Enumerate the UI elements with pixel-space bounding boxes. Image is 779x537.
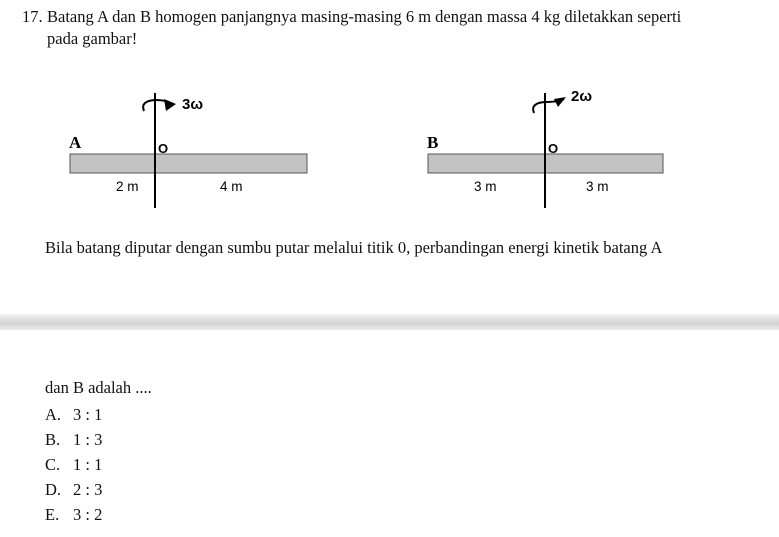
pivot-label-b: O — [548, 141, 559, 156]
page-divider — [0, 314, 779, 330]
length-right-b: 3 m — [586, 179, 609, 194]
question-text-line2: pada gambar! — [47, 29, 138, 48]
omega-label-a: 3ω — [182, 96, 204, 113]
option-text: 2 : 3 — [73, 480, 103, 499]
option-letter: D. — [45, 480, 62, 499]
length-left-a: 2 m — [116, 179, 139, 194]
rod-label-a: A — [69, 133, 82, 152]
omega-label-b: 2ω — [571, 88, 593, 105]
option-letter: C. — [45, 455, 61, 474]
option-c[interactable] — [45, 452, 102, 477]
rotation-arrowhead-b — [554, 97, 566, 107]
option-text: 3 : 2 — [73, 505, 103, 524]
question-stem-continuation: dan B adalah .... — [45, 378, 152, 397]
option-text: 3 : 1 — [73, 405, 103, 424]
question-text-line1: Batang A dan B homogen panjangnya masing-masing 6 m dengan massa 4 kg diletakkan seperti — [47, 7, 682, 26]
answer-options — [45, 402, 102, 527]
rod-a — [70, 154, 307, 173]
option-letter: B. — [45, 430, 61, 449]
option-b[interactable] — [45, 427, 102, 452]
option-e[interactable] — [45, 502, 102, 527]
option-text: 1 : 3 — [73, 430, 103, 449]
length-right-a: 4 m — [220, 179, 243, 194]
question-stem: Bila batang diputar dengan sumbu putar melalui titik 0, perbandingan energi kinetik batang A — [45, 238, 663, 257]
option-letter: A. — [45, 405, 62, 424]
option-d[interactable] — [45, 477, 102, 502]
question-number: 17. — [22, 7, 43, 26]
option-a[interactable] — [45, 402, 102, 427]
rotation-arrowhead-a — [164, 99, 176, 111]
option-letter: E. — [45, 505, 60, 524]
figure-rod-a — [60, 85, 320, 220]
figure-rod-b — [418, 85, 678, 220]
pivot-label-a: O — [158, 141, 169, 156]
rod-label-b: B — [427, 133, 439, 152]
length-left-b: 3 m — [474, 179, 497, 194]
option-text: 1 : 1 — [73, 455, 103, 474]
